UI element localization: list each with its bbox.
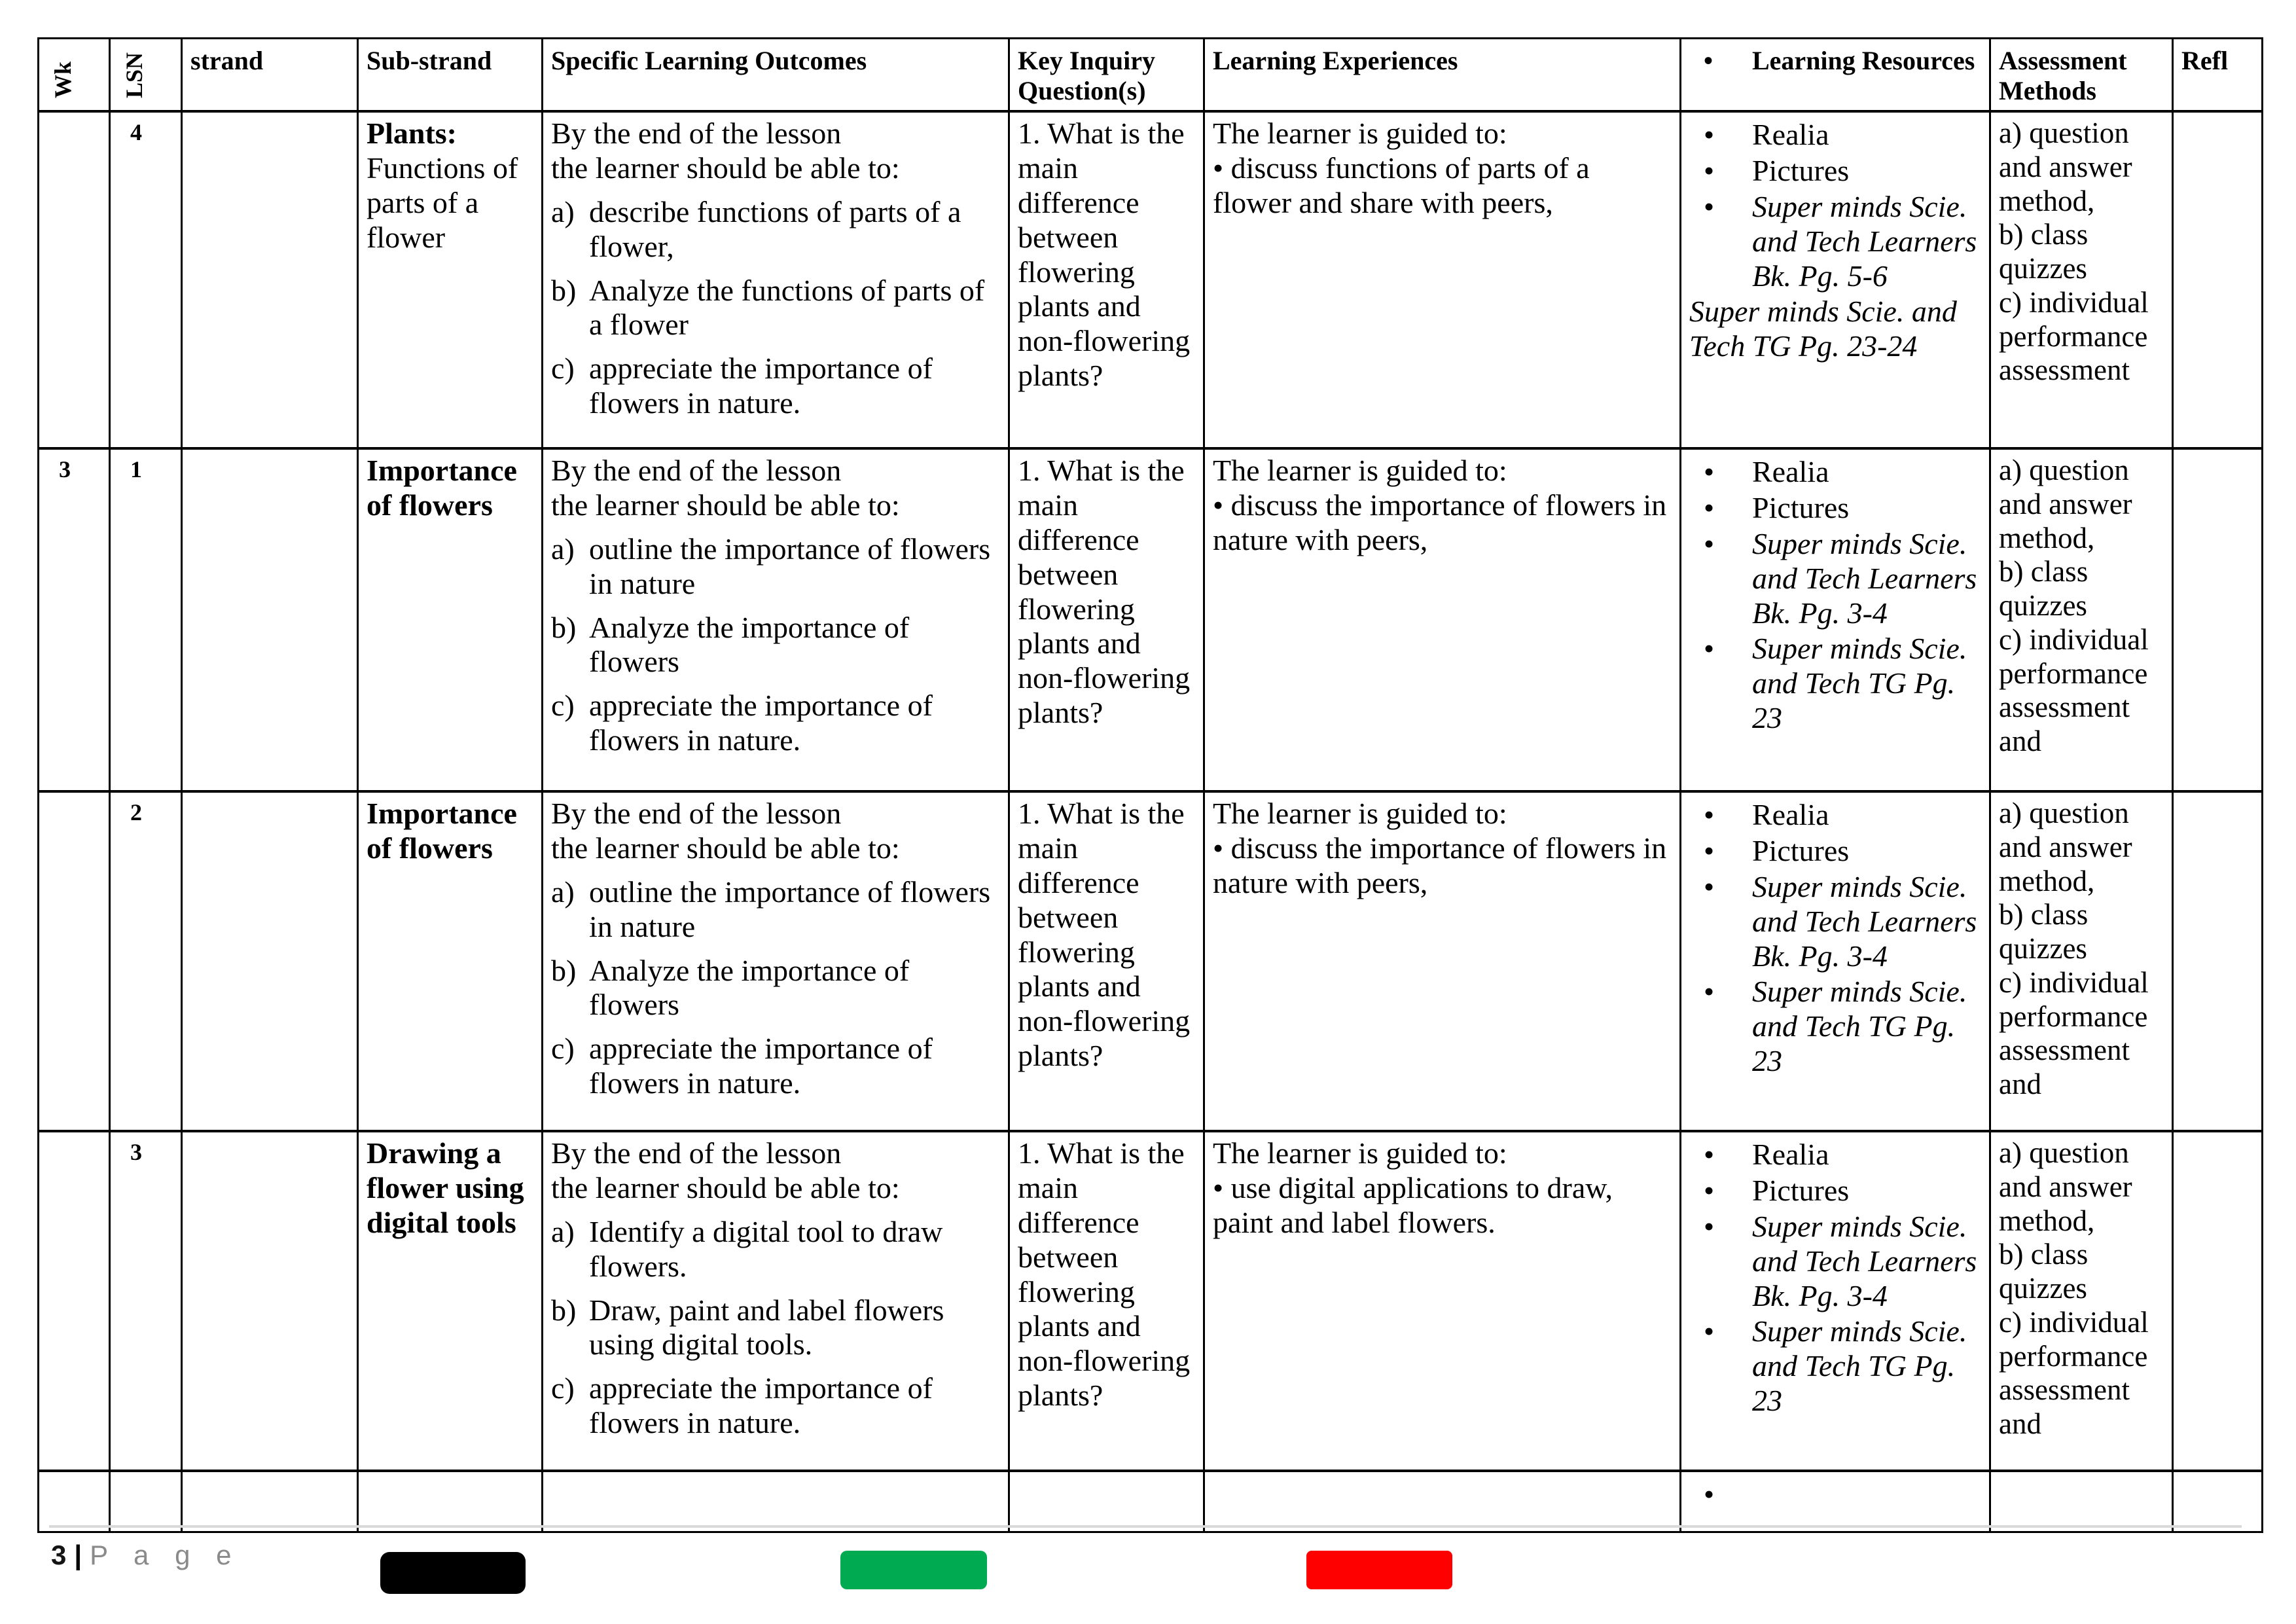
outcomes-intro: By the end of the lesson: [551, 454, 842, 487]
col-header-experiences: Learning Experiences: [1204, 39, 1681, 112]
resource-item: [1689, 527, 1981, 631]
page-number-separator: |: [74, 1540, 82, 1570]
outcome-item: [551, 1032, 1000, 1101]
refl-cell: [2173, 448, 2263, 791]
assessment-cell: [1990, 1471, 2173, 1532]
bullet-icon: •: [1704, 189, 1715, 223]
resource-text: Realia: [1752, 455, 1829, 488]
wk-cell: [39, 1471, 110, 1532]
outcome-item: [551, 954, 1000, 1023]
outcome-label: b): [551, 610, 577, 644]
experiences-intro: The learner is guided to:: [1213, 117, 1507, 150]
table-row: [39, 791, 2263, 1131]
resource-text: Pictures: [1752, 833, 1850, 867]
table-row: [39, 1471, 2263, 1532]
strand-cell: [182, 448, 358, 791]
resource-note: Super minds Scie. and Tech TG Pg. 23-24: [1689, 295, 1957, 363]
refl-cell: [2173, 111, 2263, 448]
key-inquiry-cell: [1009, 1471, 1204, 1532]
refl-cell: [2173, 791, 2263, 1131]
resource-item: [1689, 834, 1981, 869]
resource-item: [1689, 798, 1981, 833]
assessment-line: b) class quizzes: [1999, 555, 2089, 622]
substrand-title: Plants:: [367, 117, 457, 150]
assessment-line: a) question and answer method,: [1999, 1136, 2132, 1237]
refl-cell: [2173, 1131, 2263, 1471]
experiences-cell: [1204, 448, 1681, 791]
table-row: [39, 1131, 2263, 1471]
page-number: 3: [51, 1540, 67, 1570]
lsn-cell: 4: [110, 111, 182, 448]
resources-cell: [1681, 448, 1990, 791]
assessment-line: b) class quizzes: [1999, 218, 2089, 285]
experiences-cell: [1204, 1471, 1681, 1532]
experiences-cell: [1204, 111, 1681, 448]
resource-text: [1752, 1477, 1981, 1512]
wk-cell: 3: [39, 448, 110, 791]
outcome-text: Analyze the importance of flowers: [589, 953, 910, 1022]
col-header-outcomes: Specific Learning Outcomes: [543, 39, 1009, 112]
resource-text: Realia: [1752, 1138, 1829, 1171]
bullet-icon: •: [1704, 455, 1715, 488]
bullet-icon: •: [1704, 526, 1715, 560]
resources-cell: [1681, 791, 1990, 1131]
experiences-intro: The learner is guided to:: [1213, 797, 1507, 830]
assessment-cell: [1990, 1131, 2173, 1471]
refl-cell: [2173, 1471, 2263, 1532]
resource-item: [1689, 1174, 1981, 1208]
col-header-assessment: Assessment Methods: [1990, 39, 2173, 112]
lsn-header-label: LSN: [121, 52, 147, 98]
resource-text: Pictures: [1752, 490, 1850, 524]
lsn-cell: 2: [110, 791, 182, 1131]
substrand-cell: [358, 791, 543, 1131]
col-header-key-inquiry: Key Inquiry Question(s): [1009, 39, 1204, 112]
substrand-cell: Plants: Functions of parts of a flower: [358, 111, 543, 448]
resource-text: Realia: [1752, 118, 1829, 151]
bullet-icon: •: [1704, 1138, 1715, 1171]
assessment-line: and: [1999, 1068, 2041, 1100]
resource-item: [1689, 632, 1981, 736]
outcome-text: Draw, paint and label flowers using digital tools.: [589, 1293, 944, 1362]
outcomes-cell: [543, 111, 1009, 448]
col-header-substrand: Sub-strand: [358, 39, 543, 112]
outcome-label: c): [551, 1032, 575, 1066]
experiences-intro: The learner is guided to:: [1213, 1136, 1507, 1170]
bullet-icon: •: [1704, 153, 1715, 187]
outcome-label: a): [551, 875, 575, 909]
outcome-item: [551, 1371, 1000, 1441]
outcomes-intro: the learner should be able to:: [551, 1170, 900, 1204]
assessment-line: c) individual performance assessment: [1999, 285, 2149, 387]
bullet-icon: •: [1704, 975, 1715, 1009]
resources-cell: [1681, 111, 1990, 448]
key-inquiry-cell: 1. What is the main difference between flowering plants and non-flowering plants?: [1009, 791, 1204, 1131]
assessment-line: c) individual performance assessment: [1999, 1305, 2149, 1407]
outcome-text: appreciate the importance of flowers in nature.: [589, 1371, 933, 1440]
bullet-icon: •: [1704, 1477, 1715, 1511]
table-row: [39, 111, 2263, 448]
col-header-resources: [1681, 39, 1990, 112]
resource-text: Super minds Scie. and Tech TG Pg. 23: [1752, 1314, 1967, 1418]
experiences-cell: [1204, 791, 1681, 1131]
wk-header-label: Wk: [50, 61, 76, 98]
resource-item: [1689, 1210, 1981, 1314]
assessment-cell: [1990, 448, 2173, 791]
outcome-label: b): [551, 1293, 577, 1327]
resources-header-label: Learning Resources: [1752, 46, 1975, 75]
bullet-icon: •: [1704, 798, 1715, 831]
outcomes-cell: [543, 1471, 1009, 1532]
resource-item: [1689, 118, 1981, 153]
experience-bullet: • discuss the importance of flowers in nature with peers,: [1213, 831, 1667, 899]
bullet-icon: •: [1704, 1209, 1715, 1243]
resources-cell: [1681, 1471, 1990, 1532]
resource-text: Super minds Scie. and Tech Learners Bk. Pg. 3-4: [1752, 869, 1977, 973]
outcomes-cell: [543, 1131, 1009, 1471]
outcome-label: a): [551, 532, 575, 566]
bullet-icon: •: [1704, 1173, 1715, 1207]
outcome-item: [551, 195, 1000, 264]
outcome-item: [551, 1293, 1000, 1363]
resource-text: Realia: [1752, 798, 1829, 831]
outcome-label: a): [551, 194, 575, 228]
lsn-cell: 1: [110, 448, 182, 791]
lsn-cell: 3: [110, 1131, 182, 1471]
footer-divider-line: [49, 1525, 2242, 1528]
lsn-cell: [110, 1471, 182, 1532]
resource-text: Pictures: [1752, 153, 1850, 187]
outcomes-cell: [543, 791, 1009, 1131]
outcome-label: b): [551, 273, 577, 307]
resource-item: [1689, 190, 1981, 294]
resource-text: Super minds Scie. and Tech TG Pg. 23: [1752, 632, 1967, 735]
assessment-line: and: [1999, 725, 2041, 757]
experiences-cell: [1204, 1131, 1681, 1471]
wk-cell: [39, 1131, 110, 1471]
outcome-text: appreciate the importance of flowers in nature.: [589, 1032, 933, 1100]
outcome-text: Identify a digital tool to draw flowers.: [589, 1214, 943, 1283]
substrand-title: Importance of flowers: [367, 454, 517, 522]
outcomes-intro: the learner should be able to:: [551, 488, 900, 522]
resource-text: Pictures: [1752, 1173, 1850, 1207]
assessment-line: and: [1999, 1407, 2041, 1440]
outcome-item: [551, 689, 1000, 758]
resource-item: [1689, 491, 1981, 526]
assessment-line: a) question and answer method,: [1999, 117, 2132, 217]
bullet-icon: •: [1704, 46, 1713, 75]
assessment-line: c) individual performance assessment: [1999, 965, 2149, 1067]
outcome-text: outline the importance of flowers in nature: [589, 532, 991, 600]
outcome-text: outline the importance of flowers in nature: [589, 875, 991, 943]
wk-cell: [39, 791, 110, 1131]
outcomes-intro: By the end of the lesson: [551, 117, 842, 150]
outcome-text: appreciate the importance of flowers in nature.: [589, 689, 933, 757]
resource-item: [1689, 455, 1981, 490]
resource-item: [1689, 1138, 1981, 1172]
outcome-label: c): [551, 352, 575, 386]
outcome-text: describe functions of parts of a flower,: [589, 194, 961, 263]
table-header-row: [39, 39, 2263, 112]
col-header-strand: strand: [182, 39, 358, 112]
resource-text: Super minds Scie. and Tech Learners Bk. Pg. 3-4: [1752, 526, 1977, 630]
bullet-icon: •: [1704, 490, 1715, 524]
col-header-lsn: [110, 39, 182, 112]
outcomes-cell: [543, 448, 1009, 791]
resource-item: [1689, 1477, 1981, 1512]
assessment-line: c) individual performance assessment: [1999, 623, 2149, 724]
resource-text: Super minds Scie. and Tech Learners Bk. Pg. 3-4: [1752, 1209, 1977, 1312]
key-inquiry-cell: 1. What is the main difference between flowering plants and non-flowering plants?: [1009, 1131, 1204, 1471]
col-header-wk: [39, 39, 110, 112]
experience-bullet: • discuss functions of parts of a flower and share with peers,: [1213, 151, 1590, 219]
outcome-item: [551, 611, 1000, 680]
strand-cell: [182, 791, 358, 1131]
outcome-label: b): [551, 953, 577, 987]
bullet-icon: •: [1704, 869, 1715, 903]
outcome-item: [551, 1215, 1000, 1284]
assessment-cell: [1990, 111, 2173, 448]
resource-item: [1689, 870, 1981, 974]
col-header-refl: Refl: [2173, 39, 2263, 112]
outcomes-intro: the learner should be able to:: [551, 151, 900, 185]
black-rounded-rect: [380, 1552, 526, 1594]
bullet-icon: •: [1704, 833, 1715, 867]
resource-item: [1689, 1314, 1981, 1418]
resource-item: [1689, 975, 1981, 1079]
outcome-label: a): [551, 1214, 575, 1248]
resource-text: Super minds Scie. and Tech Learners Bk. Pg. 5-6: [1752, 189, 1977, 293]
outcomes-intro: By the end of the lesson: [551, 1136, 842, 1170]
substrand-cell: [358, 448, 543, 791]
strand-cell: [182, 111, 358, 448]
outcome-text: Analyze the importance of flowers: [589, 610, 910, 679]
page-number-footer: [51, 1540, 240, 1571]
strand-cell: [182, 1471, 358, 1532]
outcome-item: [551, 875, 1000, 945]
outcome-text: appreciate the importance of flowers in nature.: [589, 352, 933, 420]
table-body: [39, 111, 2263, 1532]
substrand-title: Drawing a flower using digital tools: [367, 1136, 524, 1239]
experience-bullet: • discuss the importance of flowers in nature with peers,: [1213, 488, 1667, 556]
outcome-label: c): [551, 689, 575, 723]
wk-cell: [39, 111, 110, 448]
resources-cell: [1681, 1131, 1990, 1471]
bullet-icon: •: [1704, 1314, 1715, 1348]
outcome-item: [551, 274, 1000, 343]
assessment-line: b) class quizzes: [1999, 1238, 2089, 1305]
assessment-line: b) class quizzes: [1999, 898, 2089, 965]
experience-bullet: • use digital applications to draw, paint and label flowers.: [1213, 1170, 1613, 1239]
bullet-icon: •: [1704, 118, 1715, 151]
green-rounded-rect: [840, 1551, 987, 1589]
outcomes-intro: By the end of the lesson: [551, 797, 842, 830]
substrand-title: Importance of flowers: [367, 797, 517, 865]
substrand-cell: [358, 1131, 543, 1471]
bullet-icon: •: [1704, 632, 1715, 666]
outcome-item: [551, 352, 1000, 421]
assessment-cell: [1990, 791, 2173, 1131]
page-word: P a g e: [90, 1540, 241, 1570]
scheme-of-work-table: [37, 37, 2263, 1533]
key-inquiry-cell: 1. What is the main difference between flowering plants and non-flowering plants?: [1009, 111, 1204, 448]
outcomes-intro: the learner should be able to:: [551, 831, 900, 865]
outcome-item: [551, 532, 1000, 602]
substrand-cell: [358, 1471, 543, 1532]
outcome-text: Analyze the functions of parts of a flower: [589, 273, 985, 342]
resource-item: [1689, 154, 1981, 189]
table-row: [39, 448, 2263, 791]
experiences-intro: The learner is guided to:: [1213, 454, 1507, 487]
outcome-label: c): [551, 1371, 575, 1405]
resource-text: Super minds Scie. and Tech TG Pg. 23: [1752, 975, 1967, 1078]
red-rounded-rect: [1306, 1551, 1452, 1589]
assessment-line: a) question and answer method,: [1999, 454, 2132, 554]
key-inquiry-cell: 1. What is the main difference between flowering plants and non-flowering plants?: [1009, 448, 1204, 791]
strand-cell: [182, 1131, 358, 1471]
assessment-line: a) question and answer method,: [1999, 797, 2132, 897]
